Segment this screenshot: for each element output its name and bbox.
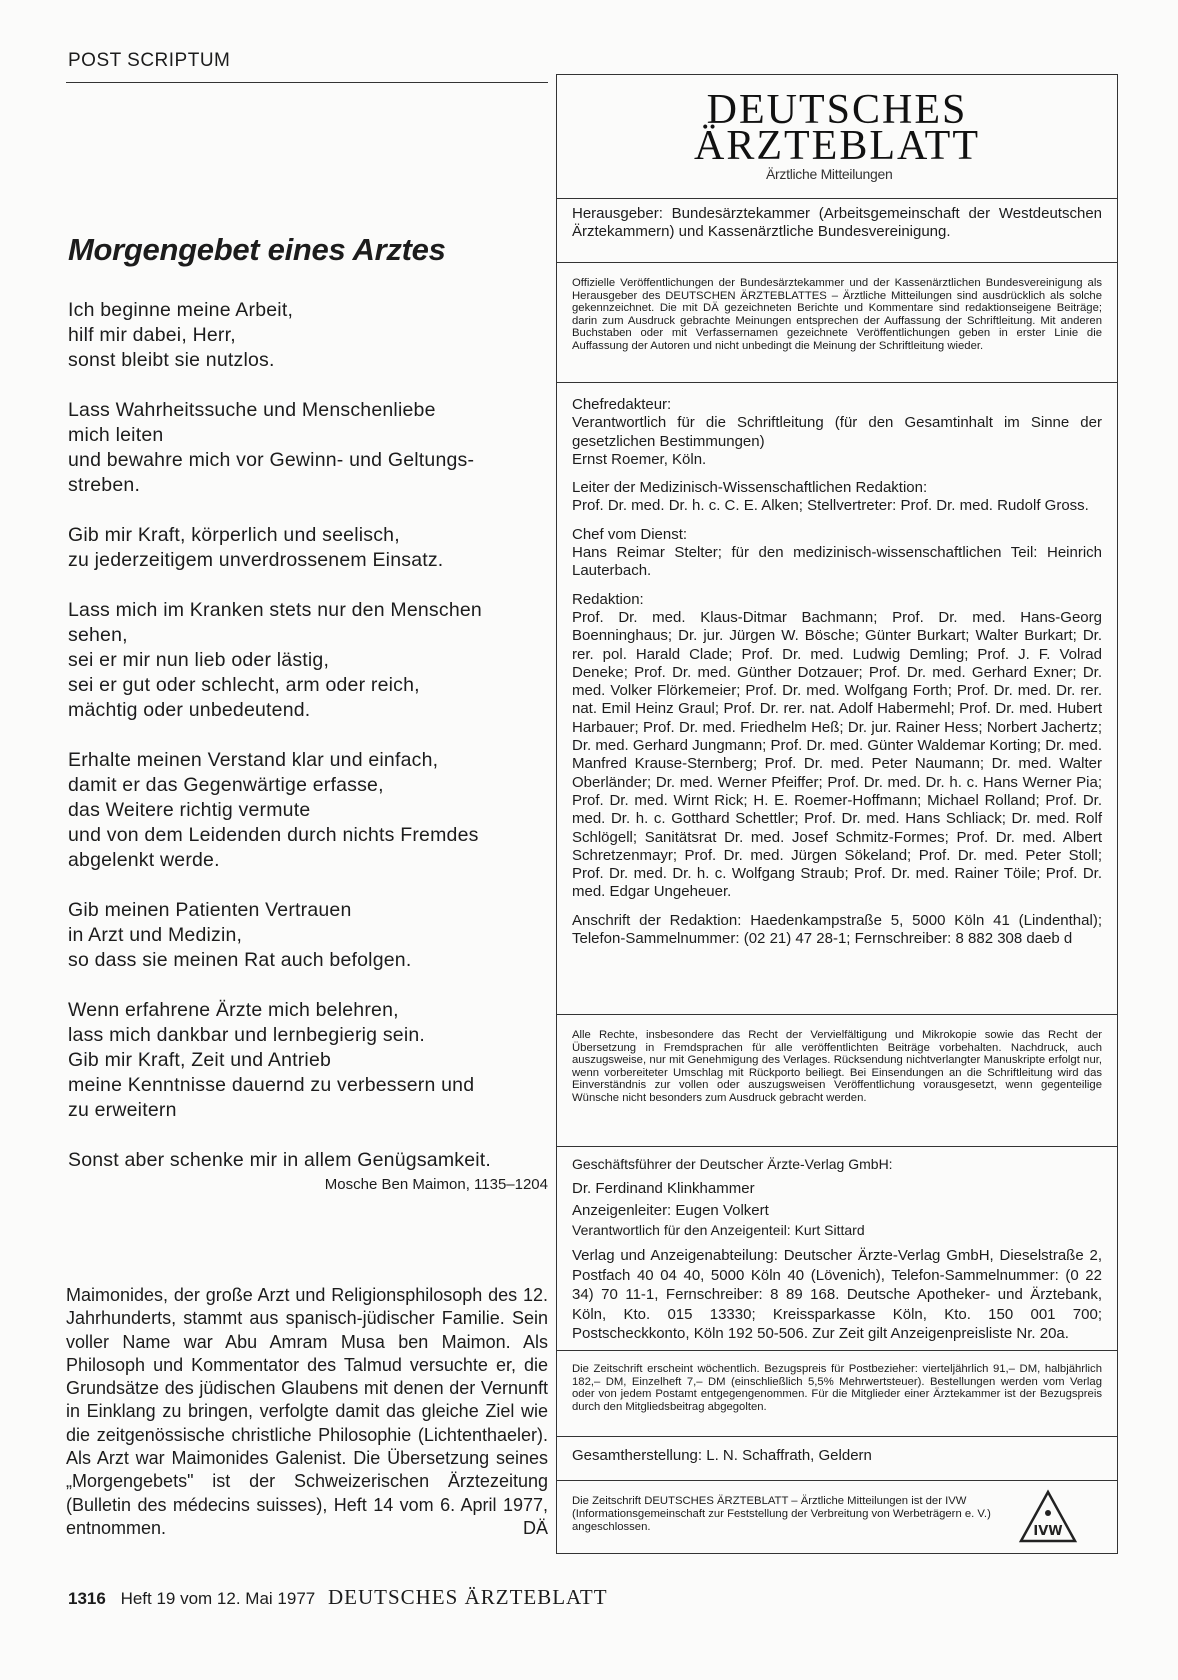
- poem-line: Ich beginne meine Arbeit,: [68, 299, 294, 321]
- poem-stanza: [68, 598, 548, 723]
- pricing-section: [556, 1350, 1118, 1436]
- poem-line: und von dem Leidenden durch nichts Fremdes: [68, 824, 479, 846]
- chief-editor-block: [572, 396, 1102, 469]
- poem-line: das Weitere richtig vermute: [68, 799, 311, 821]
- brand-line-1: DEUTSCHES: [706, 87, 968, 133]
- poem-line: abgelenkt werde.: [68, 849, 220, 871]
- chief-duty-label: Chef vom Dienst:: [572, 525, 688, 543]
- svg-text:IVW: IVW: [1033, 1524, 1063, 1539]
- brand-subtitle: Ärztliche Mitteilungen: [766, 166, 893, 182]
- poem-line: Erhalte meinen Verstand klar und einfach,: [68, 749, 439, 771]
- chief-editor-label: Chefredakteur:: [572, 396, 672, 413]
- poem-stanza: [68, 398, 548, 498]
- publisher-section: [556, 198, 1118, 262]
- poem-stanza: [68, 998, 548, 1123]
- poem-line: mächtig oder unbedeutend.: [68, 699, 311, 721]
- commentary-signature: DÄ: [522, 1517, 548, 1538]
- ads-responsible: Verantwortlich für den Anzeigenteil: Kurt Sittard: [572, 1221, 865, 1238]
- poem-line: sehen,: [68, 624, 128, 646]
- med-sci-block: [572, 479, 1102, 516]
- med-sci-label: Leiter der Medizinisch-Wissenschaftlichen Redaktion:: [572, 479, 928, 497]
- official-notice-text: Offizielle Veröffentlichungen der Bundesärztekammer und der Kassenärztlichen Bundesvereinigung als Herausgeber des DEUTSCHEN ÄRZTEBLATTES – Ärztliche Mitteilungen sind ausdrücklich als solche gekennzeichnet. Die mit DÄ gezeichneten Berichte und Kommentare sind redaktionseigene Beiträge; darin zum Ausdruck gebrachte Meinungen entsprechen der Auffassung der Schriftleitung. Mit anderen Buchstaben oder mit Verfassernamen gezeichnete Veröffentlichungen geben in erster Linie die Auffassung der Autoren und nicht unbedingt die Meinung der Schriftleitung wieder.: [572, 277, 1102, 352]
- editorial-block: [572, 591, 1102, 902]
- manager-label: Geschäftsführer der Deutscher Ärzte-Verlag GmbH:: [572, 1156, 893, 1172]
- production-text: Gesamtherstellung: L. N. Schaffrath, Geldern: [572, 1447, 872, 1464]
- ivw-text: Die Zeitschrift DEUTSCHES ÄRZTEBLATT – Ärztliche Mitteilungen ist der IVW (Informationsgemeinschaft zur Feststellung der Verbreitung von Werbeträgern e. V.) angeschlossen.: [572, 1495, 991, 1533]
- poem-line: Lass Wahrheitssuche und Menschenliebe: [68, 399, 436, 421]
- section-label: POST SCRIPTUM: [68, 50, 231, 71]
- poem-line: hilf mir dabei, Herr,: [68, 324, 236, 346]
- poem-line: streben.: [68, 474, 141, 496]
- publisher-details-section: [556, 1146, 1118, 1350]
- issue-info: Heft 19 vom 12. Mai 1977: [120, 1589, 316, 1608]
- editorial-text: Prof. Dr. med. Klaus-Ditmar Bachmann; Prof. Dr. med. Hans-Georg Boenninghaus; Dr. jur. Jürgen W. Bösche; Günter Burkart; Walter Burkart; Dr. rer. pol. Harald Clade; Prof. Dr. med. Ludwig Demling; Prof. J. F. Volrad Deneke; Prof. Dr. med. Günther Dotzauer; Prof. Dr. med. Gerhard Exner; Dr. med. Volker Flörkemeier; Prof. Dr. med. Wolfgang Forth; Prof. Dr. med. Dr. rer. nat. Emil Heinz Graul; Prof. Dr. rer. nat. Adolf Habermehl; Prof. Dr. med. Hubert Harbauer; Prof. Dr. med. Friedhelm Heß; Dr. jur. Rainer Hess; Norbert Jachertz; Dr. med. Gerhard Jungmann; Prof. Dr. med. Günter Waldemar Korting; Dr. med. Manfred Krause-Sternberg; Prof. Dr. med. Peter Naumann; Dr. med. Walter Oberländer; Dr. med. Werner Pfeiffer; Prof. Dr. med. Dr. h. c. Hans Werner Pia; Prof. Dr. med. Wirnt Rick; H. E. Roemer-Hoffmann; Michael Rolland; Prof. Dr. med. Dr. h. c. Gotthard Schettler; Prof. Dr. med. Hans Schliack; Dr. med. Rolf Schlögell; Sanitätsrat Dr. med. Josef Schmitz-Formes; Prof. Dr. med. Albert Schretzenmayr; Prof. Dr. med. Jürgen Sökeland; Prof. Dr. med. Peter Stoll; Prof. Dr. med. Dr. h. c. Wolfgang Straub; Prof. Dr. med. Rainer Töile; Prof. Dr. med. Edgar Ungeheuer.: [572, 608, 1102, 901]
- address-block: [572, 912, 1102, 949]
- poem-line: sonst bleibt sie nutzlos.: [68, 349, 275, 371]
- poem-line: Gib mir Kraft, körperlich und seelisch,: [68, 524, 400, 546]
- editorial-section: [556, 382, 1118, 1014]
- chief-editor-name: Ernst Roemer, Köln.: [572, 450, 707, 468]
- poem-title: Morgengebet eines Arztes: [68, 232, 446, 267]
- poem-line: Gib meinen Patienten Vertrauen: [68, 899, 352, 921]
- poem-stanza: [68, 748, 548, 873]
- poem-line: lass mich dankbar und lernbegierig sein.: [68, 1024, 426, 1046]
- poem-attribution: Mosche Ben Maimon, 1135–1204: [324, 1176, 548, 1193]
- poem-stanza: [68, 1148, 548, 1173]
- poem-line: Sonst aber schenke mir in allem Genügsamkeit.: [68, 1149, 492, 1171]
- page-footer: [68, 1585, 608, 1610]
- pricing-text: Die Zeitschrift erscheint wöchentlich. Bezugspreis für Postbezieher: vierteljährlich 91,– DM, halbjährlich 182,– DM, Einzelheft 7,– DM (einschließlich 5,5% Mehrwertsteuer). Bestellungen werden vom Verlag oder von jedem Postamt entgegengenommen. Für die Mitglieder einer Ärztekammer ist der Bezugspreis durch den Mitgliedsbeitrag abgegolten.: [572, 1363, 1102, 1413]
- ivw-section: [556, 1480, 1118, 1552]
- poem-line: damit er das Gegenwärtige erfasse,: [68, 774, 384, 796]
- brand-line-2: ÄRZTEBLATT: [694, 123, 980, 169]
- poem-line: zu erweitern: [68, 1099, 177, 1121]
- poem-line: so dass sie meinen Rat auch befolgen.: [68, 949, 412, 971]
- official-notice-section: [556, 262, 1118, 382]
- manager-name: Dr. Ferdinand Klinkhammer: [572, 1179, 755, 1197]
- masthead-logo: [556, 76, 1118, 182]
- production-section: [556, 1436, 1118, 1480]
- editorial-address: Anschrift der Redaktion: Haedenkampstraße 5, 5000 Köln 41 (Lindenthal); Telefon-Sammelnummer: (02 21) 47 28-1; Fernschreiber: 8 882 308 daeb d: [572, 911, 1102, 948]
- publisher-address: Verlag und Anzeigenabteilung: Deutscher Ärzte-Verlag GmbH, Dieselstraße 2, Postfach 40 04 40, 5000 Köln 40 (Lövenich), Telefon-Sammelnummer: (0 22 34) 70 11-1, Fernschreiber: 8 89 168. Deutsche Apotheker- und Ärztebank, Köln, Kto. 015 13330; Kreissparkasse Köln, Kto. 150 001 700; Postscheckkonto, Köln 192 50-506. Zur Zeit gilt Anzeigenpreisliste Nr. 20a.: [572, 1247, 1102, 1342]
- poem-line: meine Kenntnisse dauernd zu verbessern und: [68, 1074, 475, 1096]
- poem: [68, 298, 548, 1198]
- section-rule: [66, 82, 548, 83]
- chief-editor-text: Verantwortlich für die Schriftleitung (für den Gesamtinhalt im Sinne der gesetzlichen Bestimmungen): [572, 414, 1102, 450]
- rights-section: [556, 1014, 1118, 1146]
- ads-head: Anzeigenleiter: Eugen Volkert: [572, 1202, 769, 1219]
- poem-stanza: [68, 298, 548, 373]
- chief-duty-block: [572, 526, 1102, 581]
- poem-line: und bewahre mich vor Gewinn- und Geltungs-: [68, 449, 475, 471]
- poem-stanza: [68, 898, 548, 973]
- poem-stanza: [68, 523, 548, 573]
- editorial-label: Redaktion:: [572, 590, 644, 608]
- poem-line: Lass mich im Kranken stets nur den Menschen: [68, 599, 482, 621]
- commentary: [66, 1284, 548, 1540]
- poem-line: zu jederzeitigem unverdrossenem Einsatz.: [68, 549, 444, 571]
- publisher-text: Herausgeber: Bundesärztekammer (Arbeitsgemeinschaft der Westdeutschen Ärztekammern) und Kassenärztliche Bundesvereinigung.: [572, 205, 1102, 241]
- poem-line: Gib mir Kraft, Zeit und Antrieb: [68, 1049, 332, 1071]
- poem-line: mich leiten: [68, 424, 164, 446]
- poem-line: Wenn erfahrene Ärzte mich belehren,: [68, 999, 399, 1021]
- poem-line: sei er mir nun lieb oder lästig,: [68, 649, 330, 671]
- poem-line: in Arzt und Medizin,: [68, 924, 243, 946]
- chief-duty-text: Hans Reimar Stelter; für den medizinisch-wissenschaftlichen Teil: Heinrich Lauterbach.: [572, 544, 1102, 580]
- poem-line: sei er gut oder schlecht, arm oder reich,: [68, 674, 420, 696]
- ivw-logo: [1018, 1489, 1078, 1545]
- commentary-text: Maimonides, der große Arzt und Religionsphilosoph des 12. Jahrhunderts, stammt aus spanisch-jüdischer Familie. Sein voller Name war Abu Amram Musa ben Maimon. Als Philosoph und Kommentator des Talmud versuchte er, die Grundsätze des jüdischen Glaubens mit denen der Vernunft in Einklang zu bringen, verfolgte damit das gleiche Ziel wie die zeitgenössische christliche Philosophie (Lichtenthaeler). Als Arzt war Maimonides Galenist. Die Übersetzung seines „Morgengebets" ist der Schweizerischen Ärztezeitung (Bulletin des médecins suisses), Heft 14 vom 6. April 1977, entnommen.: [66, 1285, 548, 1538]
- footer-brand: DEUTSCHES ÄRZTEBLATT: [327, 1585, 608, 1609]
- page-number: 1316: [68, 1589, 106, 1608]
- med-sci-text: Prof. Dr. med. Dr. h. c. C. E. Alken; Stellvertreter: Prof. Dr. med. Rudolf Gross.: [572, 497, 1089, 515]
- rights-text: Alle Rechte, insbesondere das Recht der Vervielfältigung und Mikrokopie sowie das Recht der Übersetzung in Fremdsprachen für alle veröffentlichten Beiträge vorbehalten. Nachdruck, auch auszugsweise, nur mit Genehmigung des Verlages. Rücksendung nichtverlangter Manuskripte erfolgt nur, wenn vorbereiteter Umschlag mit Rückporto beiliegt. Bei Einsendungen an die Schriftleitung wird das Einverständnis zur vollen oder auszugsweisen Veröffentlichung vorausgesetzt, wenn gegenteilige Wünsche nicht besonders zum Ausdruck gebracht werden.: [572, 1029, 1102, 1104]
